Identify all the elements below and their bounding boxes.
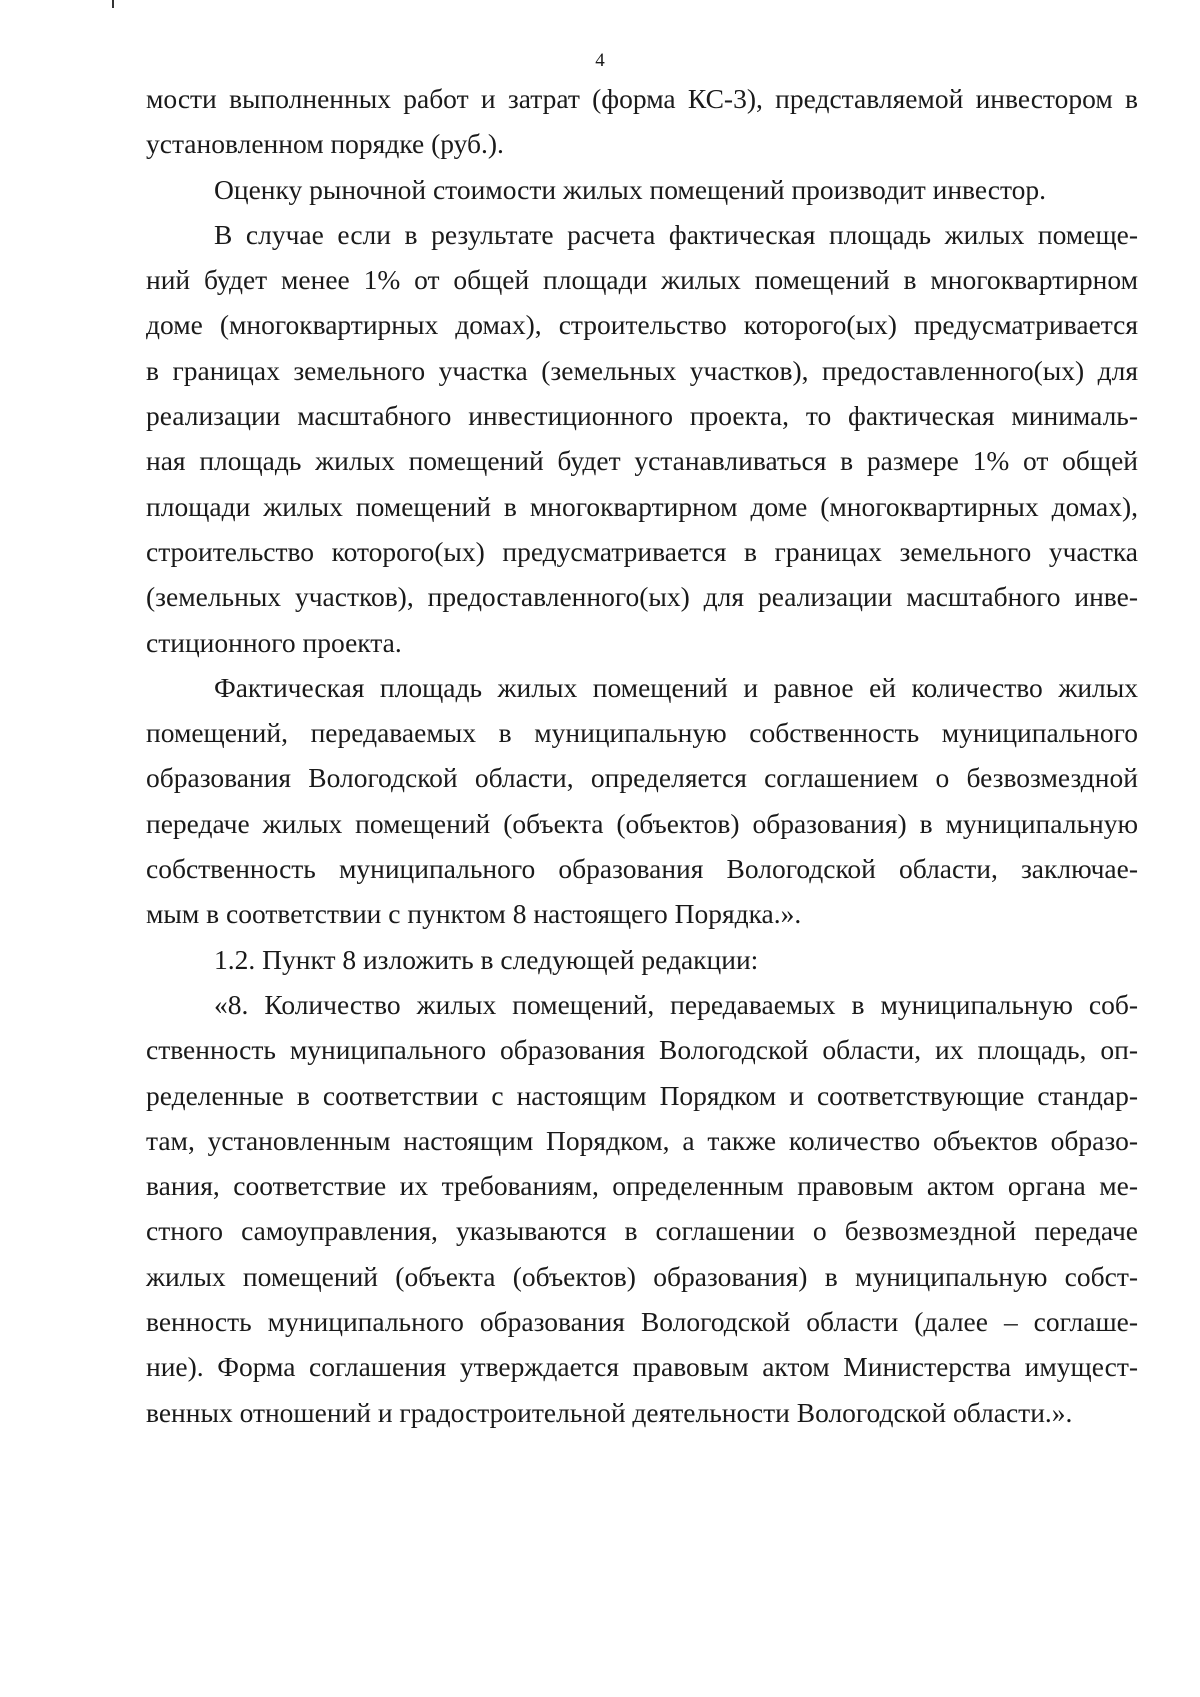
text-line: образования Вологодской области, определяется соглашением о безвозмездной [146, 762, 1138, 794]
scan-edge-mark [112, 0, 114, 8]
text-line: помещений, передаваемых в муниципальную собственность муниципального [146, 717, 1138, 749]
page-number: 4 [595, 50, 605, 71]
text-line: стного самоуправления, указываются в соглашении о безвозмездной передаче [146, 1215, 1138, 1247]
text-line: (земельных участков), предоставленного(ых) для реализации масштабного инве- [146, 581, 1138, 613]
text-line: реализации масштабного инвестиционного проекта, то фактическая минималь- [146, 400, 1138, 432]
text-line: площади жилых помещений в многоквартирном доме (многоквартирных домах), [146, 490, 1138, 522]
text-line: ние). Форма соглашения утверждается правовым актом Министерства имущест- [146, 1351, 1138, 1383]
text-line: установленном порядке (руб.). [146, 128, 504, 160]
text-line: собственность муниципального образования Вологодской области, заключае- [146, 853, 1138, 885]
text-line: 1.2. Пункт 8 изложить в следующей редакции: [214, 943, 759, 975]
text-line: мости выполненных работ и затрат (форма КС-3), представляемой инвестором в [146, 83, 1138, 114]
text-line: доме (многоквартирных домах), строительство которого(ых) предусматривается [146, 309, 1138, 341]
text-line: венных отношений и градостроительной деятельности Вологодской области.». [146, 1396, 1073, 1428]
text-line: строительство которого(ых) предусматривается в границах земельного участка [146, 535, 1138, 567]
text-line: В случае если в результате расчета фактическая площадь жилых помеще- [214, 218, 1138, 250]
text-line: передаче жилых помещений (объекта (объектов) образования) в муниципальную [146, 807, 1138, 839]
text-line: там, установленным настоящим Порядком, а также количество объектов образо- [146, 1124, 1138, 1156]
text-line: мым в соответствии с пунктом 8 настоящего Порядка.». [146, 898, 802, 930]
document-body [146, 76, 1138, 1435]
text-line: ний будет менее 1% от общей площади жилых помещений в многоквартирном [146, 264, 1138, 296]
text-line: венность муниципального образования Вологодской области (далее – соглаше- [146, 1306, 1138, 1338]
text-line: жилых помещений (объекта (объектов) образования) в муниципальную собст- [146, 1260, 1138, 1292]
text-line: Оценку рыночной стоимости жилых помещений производит инвестор. [214, 173, 1046, 205]
text-line: ределенные в соответствии с настоящим Порядком и соответствующие стандар- [146, 1079, 1138, 1111]
text-line: Фактическая площадь жилых помещений и равное ей количество жилых [214, 671, 1138, 703]
text-line: ная площадь жилых помещений будет устанавливаться в размере 1% от общей [146, 445, 1138, 477]
text-line: стиционного проекта. [146, 626, 402, 658]
text-line: вания, соответствие их требованиям, определенным правовым актом органа ме- [146, 1170, 1138, 1202]
text-line: ственность муниципального образования Вологодской области, их площадь, оп- [146, 1034, 1138, 1066]
text-line: «8. Количество жилых помещений, передаваемых в муниципальную соб- [214, 988, 1138, 1020]
text-line: в границах земельного участка (земельных участков), предоставленного(ых) для [146, 354, 1138, 386]
